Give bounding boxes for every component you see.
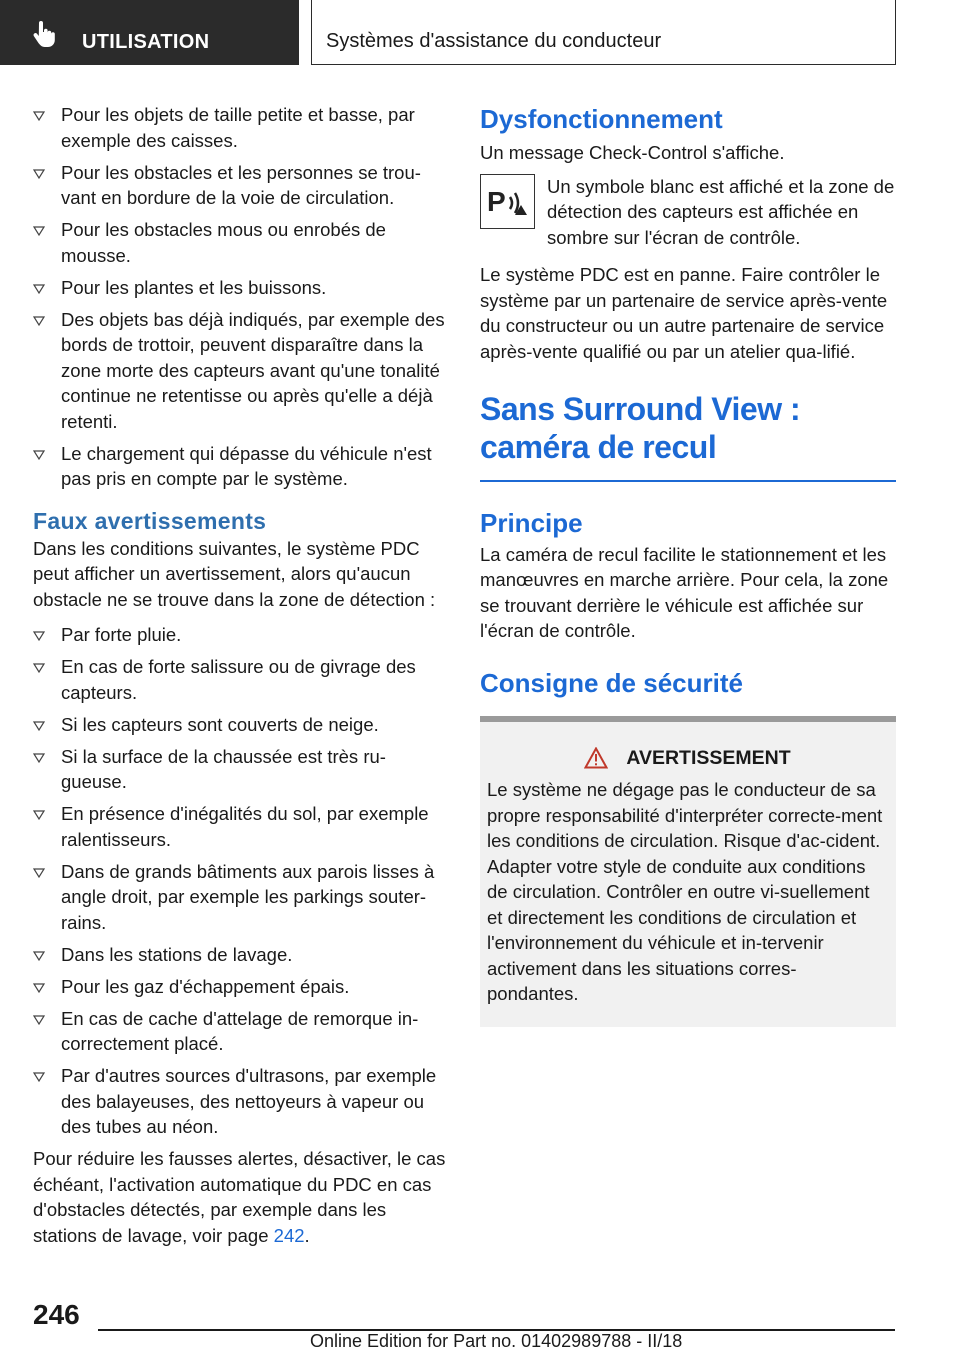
list-item	[33, 160, 447, 211]
page-reference-link[interactable]: 242	[273, 1224, 305, 1246]
parking-sensor-icon	[481, 175, 533, 227]
list-item	[33, 801, 447, 852]
bullet-triangle-icon	[33, 631, 45, 641]
consigne-heading: Consigne de sécurité	[480, 667, 743, 698]
dysf-intro: Un message Check-Control s'affiche.	[480, 142, 785, 163]
warning-body: Le système ne dégage pas le conducteur de sa propre responsabilité d'interpréter correcte-ment les conditions de circulation. Risque d'ac-cident. Adapter votre style de conduite aux conditions de circulation. Contrôler en outre vi-suellement et directement les conditions de circulation et l'environnement du véhicule et in-tervenir activement dans les situations corres-pondantes.	[487, 779, 883, 1004]
bullet-triangle-icon	[33, 721, 45, 731]
list-item-text: En cas de cache d'attelage de remorque in-correctement placé.	[61, 1007, 419, 1054]
heading-divider	[480, 480, 896, 482]
list-item	[33, 712, 447, 738]
faux-avertissements-heading: Faux avertissements	[33, 507, 267, 534]
pdc-symbol-row	[480, 174, 896, 251]
list-item	[33, 1063, 447, 1140]
header-chapter-box	[311, 0, 896, 65]
principe-heading: Principe	[480, 507, 583, 538]
list-item-text: Si les capteurs sont couverts de neige.	[61, 713, 379, 735]
bullet-triangle-icon	[33, 284, 45, 294]
bullet-triangle-icon	[33, 753, 45, 763]
list-item-text: En cas de forte salissure ou de givrage des capteurs.	[61, 656, 416, 703]
bullet-triangle-icon	[33, 226, 45, 236]
bullet-triangle-icon	[33, 1015, 45, 1025]
footer-edition: Online Edition for Part no. 01402989788 - II/18	[310, 1331, 683, 1351]
header-section-tab	[0, 0, 299, 65]
left-column	[33, 102, 447, 1254]
bullet-triangle-icon	[33, 169, 45, 179]
pdc-symbol-description: Un symbole blanc est affiché et la zone de détection des capteurs est affichée en sombre sur l'écran de contrôle.	[547, 175, 895, 248]
bullet-triangle-icon	[33, 450, 45, 460]
list-item-text: Par forte pluie.	[61, 624, 182, 645]
surround-view-heading: Sans Surround View : caméra de recul	[480, 391, 801, 465]
list-item-text: Si la surface de la chaussée est très ru-gueuse.	[61, 745, 386, 792]
svg-text:P: P	[487, 185, 506, 217]
list-item-text: Pour les gaz d'échappement épais.	[61, 975, 350, 997]
list-item-text: Pour les obstacles mous ou enrobés de mousse.	[61, 219, 386, 266]
bullet-triangle-icon	[33, 111, 45, 121]
closing-paragraph	[33, 1146, 447, 1248]
closing-text: Pour réduire les fausses alertes, désactiver, le cas échéant, l'activation automatique du PDC en cas d'obstacles détectés, par exemple dans les stations de lavage, voir page	[33, 1148, 446, 1246]
bullet-triangle-icon	[33, 810, 45, 820]
list-item	[33, 744, 447, 795]
page-number: 246	[33, 1299, 80, 1330]
list-item	[33, 307, 447, 435]
principe-body: La caméra de recul facilite le stationnement et les manœuvres en marche arrière. Pour cela, la zone se trouvant derrière le véhicule est affichée sur l'écran de contrôle.	[480, 543, 889, 641]
list-item-text: Par d'autres sources d'ultrasons, par exemple des balayeuses, des nettoyeurs à vapeur ou des tubes au néon.	[61, 1065, 437, 1137]
hand-pointer-icon	[28, 20, 58, 50]
warning-title: AVERTISSEMENT	[626, 746, 791, 769]
list-item-text: Pour les obstacles et les personnes se trou-vant en bordure de la voie de circulation.	[61, 161, 421, 208]
dysfonctionnement-heading: Dysfonctionnement	[480, 104, 723, 134]
dysf-body: Le système PDC est en panne. Faire contrôler le système par un partenaire de service après-vente du constructeur ou un autre partenaire de service après-vente qualifié ou par un atelier qua-lifié.	[480, 264, 888, 362]
list-item	[33, 942, 447, 968]
closing-end: .	[304, 1224, 310, 1246]
false-warnings-list	[33, 622, 447, 1140]
bullet-triangle-icon	[33, 1072, 45, 1082]
list-item-text: Dans les stations de lavage.	[61, 943, 293, 965]
list-item	[33, 1006, 447, 1057]
header-chapter-title: Systèmes d'assistance du conducteur	[326, 30, 662, 52]
list-item	[33, 441, 447, 492]
limitations-list	[33, 102, 447, 492]
warning-box	[480, 716, 896, 1027]
bullet-triangle-icon	[33, 951, 45, 961]
list-item	[33, 859, 447, 936]
list-item	[33, 275, 447, 301]
list-item	[33, 654, 447, 705]
list-item	[33, 974, 447, 1000]
list-item-text: Pour les objets de taille petite et basse, par exemple des caisses.	[61, 104, 415, 151]
bullet-triangle-icon	[33, 983, 45, 993]
list-item	[33, 102, 447, 153]
bullet-triangle-icon	[33, 316, 45, 326]
faux-intro-paragraph: Dans les conditions suivantes, le système PDC peut afficher un avertissement, alors qu'aucun obstacle ne se trouve dans la zone de détection :	[33, 537, 436, 610]
list-item-text: En présence d'inégalités du sol, par exemple ralentisseurs.	[61, 803, 429, 850]
list-item-text: Des objets bas déjà indiqués, par exemple des bords de trottoir, peuvent disparaître dans la zone morte des capteurs avant qu'une tonalité continue ne retentisse ou après qu'elle a déjà retenti.	[61, 308, 445, 432]
list-item-text: Pour les plantes et les buissons.	[61, 276, 327, 298]
bullet-triangle-icon	[33, 663, 45, 673]
list-item-text: Le chargement qui dépasse du véhicule n'est pas pris en compte par le système.	[61, 442, 432, 489]
list-item	[33, 622, 447, 648]
warning-triangle-icon	[584, 747, 608, 769]
list-item	[33, 217, 447, 268]
bullet-triangle-icon	[33, 868, 45, 878]
list-item-text: Dans de grands bâtiments aux parois lisses à angle droit, par exemple les parkings souter-rains.	[61, 860, 435, 933]
right-column	[480, 102, 896, 1027]
warning-header	[487, 746, 888, 772]
pdc-parking-sensor-icon	[480, 174, 535, 229]
header-section-title: UTILISATION	[82, 31, 210, 53]
